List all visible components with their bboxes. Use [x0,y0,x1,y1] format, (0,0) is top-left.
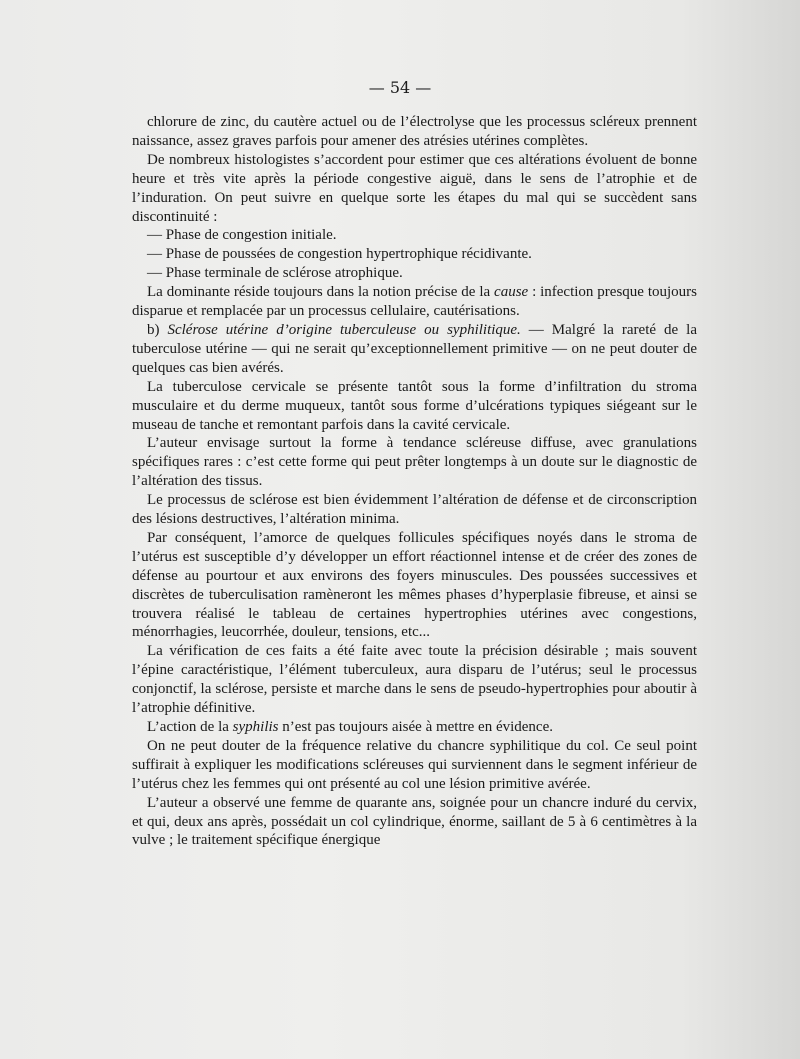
text-run: Par conséquent, l’amorce de quelques follicules spécifiques noyés dans le stroma de l’utérus est susceptible d’y développer un effort réactionnel intense et de créer des zones de défense au pourtour et aux environs des foyers minuscules. Des poussées successives et discrètes de tuberculisation ramèneront les mêmes phases d’hyperplasie fibreuse, et ainsi se trouvera réalisé le tableau de certaines hypertrophies utérines avec congestions, ménorrhagies, leucorrhée, douleur, tensions, etc... [132,529,697,641]
text-run: L’auteur envisage surtout la forme à tendance scléreuse diffuse, avec granulations spécifiques rares : c’est cette forme qui peut prêter longtemps à un doute sur le diagnostic de l’altération des tissus. [132,435,697,490]
text-run: Le processus de sclérose est bien évidemment l’altération de défense et de circonscription des lésions destructives, l’altération minima. [132,492,697,528]
text-run: — Phase terminale de sclérose atrophique. [147,265,403,282]
paragraph [132,718,697,737]
paragraph [132,434,697,491]
text-run: n’est pas toujours aisée à mettre en évidence. [278,719,553,735]
paragraph [132,491,697,529]
paragraph [132,737,697,794]
text-run: La vérification de ces faits a été faite avec toute la précision désirable ; mais souvent l’épine caractéristique, l’élément tuberculeux, aura disparu de l’utérus; seul le processus conjonctif, la sclérose, persiste et marche dans le sens de pseudo-hypertrophies pour aboutir à l’atrophie définitive. [132,643,697,717]
list-item [132,245,697,264]
text-run: — Phase de poussées de congestion hypertrophique récidivante. [147,246,532,263]
text-run: b) [147,321,168,338]
body-text [132,113,697,850]
text-run: On ne peut douter de la fréquence relative du chancre syphilitique du col. Ce seul point suffirait à expliquer les modifications scléreuses qui surviennent dans le segment inférieur de l’utérus chez les femmes qui ont présenté au col une lésion primitive avérée. [132,737,697,792]
text-run: : infection presque toujours disparue et remplacée par un processus cellulaire, cautérisations. [132,284,698,320]
text-run: La dominante réside toujours dans la notion précise de la [147,284,495,301]
paragraph [132,283,697,321]
paragraph [132,794,697,851]
paragraph [132,529,697,642]
text-run: L’auteur a observé une femme de quarante ans, soignée pour un chancre induré du cervix, et qui, deux ans après, possédait un col cylindrique, énorme, saillant de 5 à 6 centimètres à la vulve ; le traitement spécifique énergique [132,794,697,849]
italic-text: syphilis [232,719,279,735]
text-run: De nombreux histologistes s’accordent pour estimer que ces altérations évoluent de bonne heure et très vite après la période congestive aiguë, dans le sens de l’atrophie et de l’induration. On peut suivre en quelque sorte les étapes du mal qui se succèdent sans discontinuité : [132,151,697,225]
list-item [132,226,697,245]
list-item [132,264,697,283]
paragraph [132,113,697,151]
text-run: La tuberculose cervicale se présente tantôt sous la forme d’infiltration du stroma musculaire et du derme muqueux, tantôt sous forme d’ulcérations typiques siégeant sur le museau de tanche et remontant parfois dans la cavité cervicale. [132,378,697,433]
page-number: — 54 — [368,78,432,97]
italic-text: Sclérose utérine d’origine tuberculeuse ou syphilitique. [167,321,521,338]
paragraph [132,642,697,718]
paragraph [132,151,697,227]
text-run: — Phase de congestion initiale. [147,227,337,244]
text-run: chlorure de zinc, du cautère actuel ou de l’électrolyse que les processus scléreux prennent naissance, assez graves parfois pour amener des atrésies utérines complètes. [132,114,697,149]
text-run: — Malgré la rareté de la tuberculose utérine — qui ne serait qu’exceptionnellement primitive — on ne peut douter de quelques cas bien avérés. [132,321,697,376]
paragraph [132,321,697,378]
italic-text: cause [494,284,529,301]
paragraph [132,378,697,435]
text-run: L’action de la [147,719,233,735]
